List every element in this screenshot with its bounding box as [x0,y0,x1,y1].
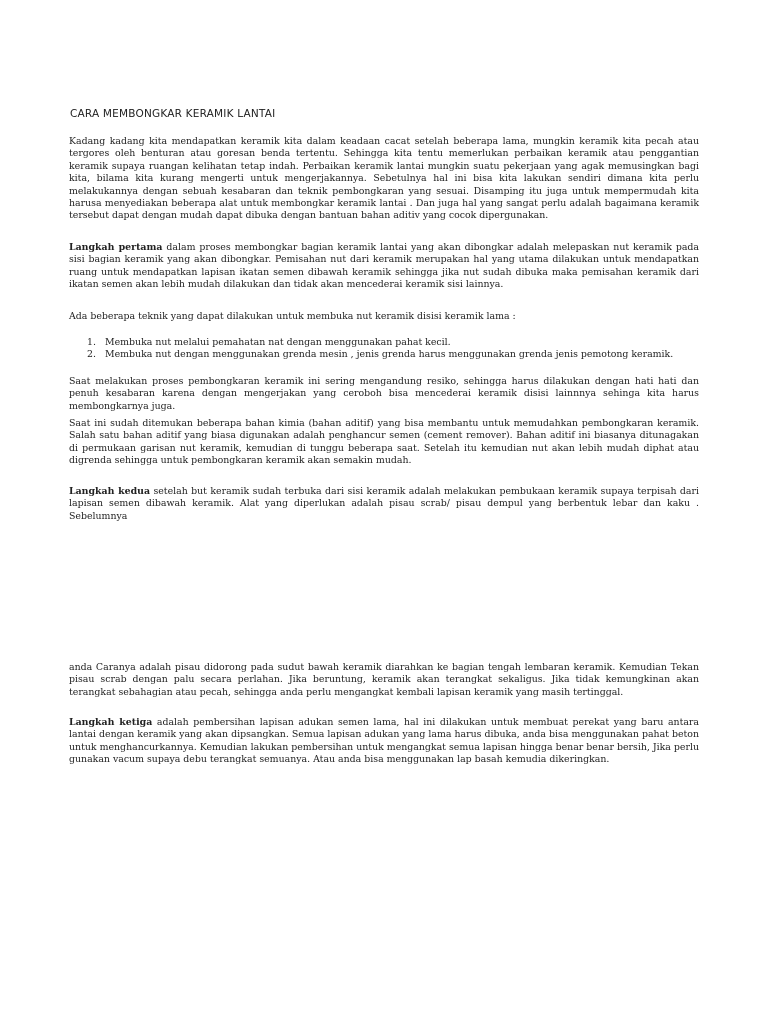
paragraph-langkah-ketiga [69,717,699,767]
paragraph-intro: Kadang kadang kita mendapatkan keramik kita dalam keadaan cacat setelah beberapa lama, mungkin keramik kita pecah atau tergores oleh benturan atau goresan benda tertentu. Sehingga kita tentu memerlukan perbaikan keramik atau penggantian keramik supaya ruangan kelihatan tetap indah. Perbaikan keramik lantai mungkin suatu pekerjaan yang agak memusingkan bagi kita, bilama kita kurang mengerti untuk mengerjakannya. Sebetulnya hal ini bisa kita lakukan sendiri dimana kita perlu melakukannya dengan sebuah kesabaran dan teknik pembongkaran yang sesuai. Disamping itu juga untuk mempermudah kita harusa menyediakan beberapa alat untuk membongkar keramik lantai . Dan juga hal yang sangat perlu adalah bagaimana keramik tersebut dapat dengan mudah dapat dibuka dengan bantuan bahan aditiv yang cocok dipergunakan. [69,136,699,222]
paragraph-risk: Saat melakukan proses pembongkaran keramik ini sering mengandung resiko, sehingga harus dilakukan dengan hati hati dan penuh kesabaran karena dengan mengerjakan yang ceroboh bisa mencederai keramik disisi lainnnya sehinga kita harus membongkarnya juga. [69,376,699,412]
langkah-kedua-text: setelah but keramik sudah terbuka dari sisi keramik adalah melakukan pembukaan keramik supaya terpisah dari lapisan semen dibawah keramik. Alat yang diperlukan adalah pisau scrab/ pisau dempul yang berbentuk lebar dan kaku . Sebelumnya [69,486,699,522]
langkah-pertama-heading: Langkah pertama [69,242,163,253]
langkah-ketiga-heading: Langkah ketiga [69,717,153,728]
list-item-text: Membuka nut dengan menggunakan grenda mesin , jenis grenda harus menggunakan grenda jenis pemotong keramik. [105,349,674,361]
paragraph-additive: Saat ini sudah ditemukan beberapa bahan kimia (bahan aditif) yang bisa membantu untuk memudahkan pembongkaran keramik. Salah satu bahan aditif yang biasa digunakan adalah penghancur semen (cement remover). Bahan aditif ini biasanya ditunagakan di permukaan garisan nut keramik, kemudian di tunggu beberapa saat. Setelah itu kemudian nut akan lebih mudah diphat atau digrenda sehingga untuk pembongkaran keramik akan semakin mudah. [69,418,699,467]
paragraph-techniques-intro: Ada beberapa teknik yang dapat dilakukan untuk membuka nut keramik disisi keramik lama : [69,311,516,322]
technique-list [69,337,699,362]
list-item-number: 1. [87,337,96,348]
document-title: CARA MEMBONGKAR KERAMIK LANTAI [70,108,276,120]
langkah-pertama-text: dalam proses membongkar bagian keramik lantai yang akan dibongkar adalah melepaskan nut keramik pada sisi bagian keramik yang akan dibongkar. Pemisahan nut dari keramik merupakan hal yang utama dilakukan untuk mendapatkan ruang untuk mendapatkan lapisan ikatan semen dibawah keramik sehingga jika nut sudah dibuka maka pemisahan keramik dari ikatan semen akan lebih mudah dilakukan dan tidak akan mencederai keramik sisi lainnya. [69,242,700,291]
paragraph-caranya: anda Caranya adalah pisau didorong pada sudut bawah keramik diarahkan ke bagian tengah lembaran keramik. Kemudian Tekan pisau scrab dengan palu secara perlahan. Jika beruntung, keramik akan terangkat sekaligus. Jika tidak kemungkinan akan terangkat sebahagian atau pecah, sehingga anda perlu mengangkat kembali lapisan keramik yang masih tertinggal. [69,662,699,698]
langkah-ketiga-text: adalah pembersihan lapisan adukan semen lama, hal ini dilakukan untuk membuat perekat yang baru antara lantai dengan keramik yang akan dipsangkan. Semua lapisan adukan yang lama harus dibuka, anda bisa menggunakan pahat beton untuk menghancurkannya. Kemudian lakukan pembersihan untuk mengangkat semua lapisan hingga benar benar bersih, Jika perlu gunakan vacum supaya debu terangkat semuanya. Atau anda bisa menggunakan lap basah kemudia dikeringkan. [69,717,699,766]
list-item-text: Membuka nut melalui pemahatan nat dengan menggunakan pahat kecil. [105,337,451,348]
list-item-number: 2. [87,349,96,361]
list-item [69,349,699,361]
list-item [69,337,699,349]
paragraph-langkah-pertama [69,242,699,292]
paragraph-langkah-kedua [69,486,699,523]
langkah-kedua-heading: Langkah kedua [69,486,151,497]
